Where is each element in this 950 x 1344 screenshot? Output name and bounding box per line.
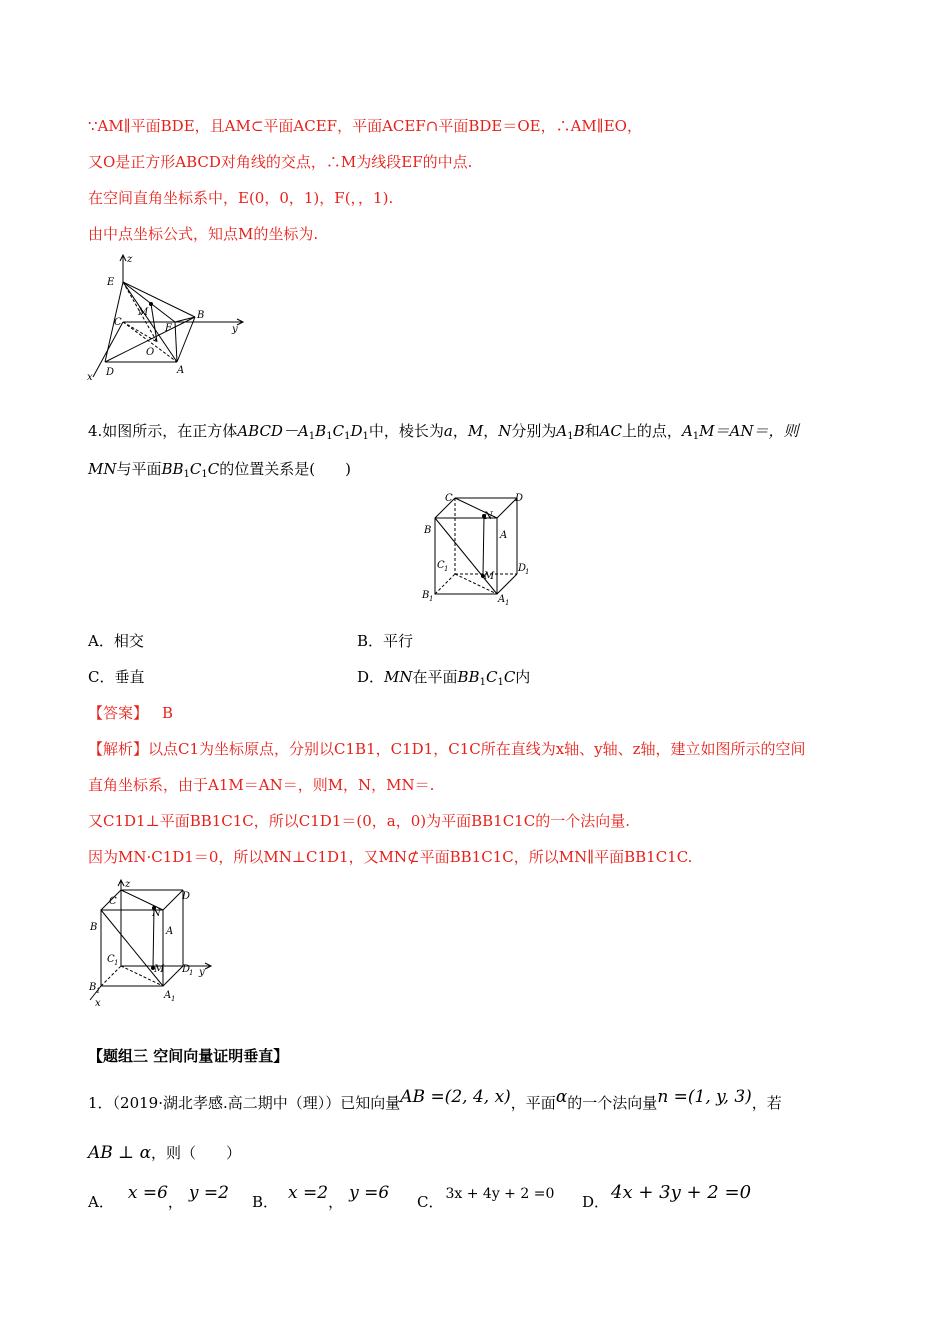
q4-analysis-line-3: 又C1D1⊥平面BB1C1C，所以C1D1＝(0，a，0)为平面BB1C1C的一个法向量.	[88, 812, 630, 830]
fig3-label-x: x	[95, 998, 101, 1009]
figure-pyramid	[85, 252, 255, 387]
q4-option-B[interactable]: B．平行	[357, 632, 414, 650]
fig1-label-E: E	[107, 277, 115, 288]
fig2-label-N: N	[484, 511, 493, 522]
q4-analysis-line-2: 直角坐标系，由于A1M＝AN＝，则M，N，MN＝.	[88, 776, 435, 794]
g3-option-B[interactable]: B． x =2， y =6	[252, 1183, 390, 1211]
fig3-label-C1: C	[107, 954, 115, 965]
fig2-label-A1: A	[498, 594, 506, 605]
fig1-label-M: M	[138, 307, 149, 318]
g3-q1-stem: 1．（2019·湖北孝感.高二期中（理））已知向量AB =(2, 4, x)，平面α的一个法向量n =(1, y, 3)，若	[88, 1087, 782, 1112]
svg-text:1: 1	[444, 565, 449, 573]
vector-AB: AB =(2, 4, x)	[400, 1087, 511, 1107]
fig1-label-z: z	[127, 254, 133, 265]
fig3-label-N: N	[152, 908, 161, 919]
g3-option-C[interactable]: C． 3x + 4y + 2 =0	[417, 1186, 555, 1211]
fig3-label-D1: D	[182, 964, 191, 975]
solution-line-3: 在空间直角坐标系中，E(0，0，1)，F(，，1).	[88, 189, 394, 207]
fig2-label-C1: C	[437, 560, 445, 571]
g3-q1-condition: AB ⊥ α，则（ ）	[88, 1143, 242, 1163]
figure-cube	[418, 488, 538, 606]
svg-text:1: 1	[429, 595, 434, 603]
fig1-label-F: F	[165, 323, 172, 334]
svg-text:1: 1	[96, 987, 101, 995]
fig1-label-D: D	[106, 367, 115, 378]
fig2-label-A: A	[500, 530, 508, 541]
svg-text:1: 1	[505, 599, 510, 606]
q4-stem-line-1: 4.如图所示，在正方体$ABCD-A_1B_1C_1D_1$中，棱长为a，M，N分别为$A_1B$和AC上的点，$A_1M=AN=$，则	[88, 422, 799, 442]
q4-stem-line-2: MN与平面$BB_1C_1C$的位置关系是( )	[88, 460, 351, 480]
fig3-label-M: M	[154, 964, 165, 975]
fig3-label-y: y	[199, 967, 205, 978]
fig2-label-M: M	[484, 571, 495, 582]
solution-line-2: 又O是正方形ABCD对角线的交点，∴M为线段EF的中点.	[88, 153, 473, 171]
svg-text:1: 1	[114, 959, 119, 967]
fig2-label-D1: D	[518, 563, 527, 574]
group3-title: 【题组三 空间向量证明垂直】	[88, 1047, 289, 1065]
figure-cube-axes	[86, 876, 216, 1016]
svg-text:1: 1	[525, 568, 530, 576]
fig1-label-x: x	[87, 372, 93, 383]
fig1-label-C: C	[114, 317, 122, 328]
q4-analysis-line-1: 【解析】以点C1为坐标原点，分别以C1B1，C1D1，C1C所在直线为x轴、y轴、z轴，建立如图所示的空间	[88, 740, 806, 758]
svg-text:1: 1	[189, 969, 194, 977]
q4-option-A[interactable]: A．相交	[88, 632, 144, 650]
fig2-label-B1: B	[422, 590, 430, 601]
q4-option-C[interactable]: C．垂直	[88, 668, 145, 686]
solution-line-4: 由中点坐标公式，知点M的坐标为.	[88, 225, 319, 243]
fig2-label-D: D	[515, 493, 524, 504]
fig3-label-B1: B	[89, 982, 97, 993]
g3-option-A[interactable]: A． x =6， y =2	[88, 1183, 229, 1211]
fig3-label-A: A	[166, 926, 174, 937]
fig3-label-z: z	[125, 879, 131, 890]
q4-answer: 【答案】 B	[88, 704, 174, 722]
g3-option-D[interactable]: D． 4x + 3y + 2 =0	[582, 1182, 752, 1211]
fig2-label-B: B	[424, 525, 432, 536]
vector-n: n =(1, y, 3)	[657, 1087, 752, 1107]
q4-analysis-line-4: 因为MN·C1D1＝0，所以MN⊥C1D1，又MN⊄平面BB1C1C，所以MN∥平面BB1C1C.	[88, 848, 693, 866]
fig2-label-C: C	[445, 493, 453, 504]
fig1-label-A: A	[177, 365, 185, 376]
fig1-label-y: y	[232, 324, 238, 335]
fig1-label-B: B	[197, 310, 205, 321]
q4-option-D[interactable]: D．MN在平面$BB_1C_1C$内	[357, 668, 531, 688]
fig3-label-D: D	[182, 891, 191, 902]
fig1-label-O: O	[146, 347, 155, 358]
fig3-label-A1: A	[164, 990, 172, 1001]
fig3-label-C: C	[109, 896, 117, 907]
fig3-label-B: B	[90, 922, 98, 933]
solution-line-1: ∵AM∥平面BDE，且AM⊂平面ACEF，平面ACEF∩平面BDE＝OE，∴AM∥EO，	[88, 117, 642, 135]
svg-text:1: 1	[171, 995, 176, 1003]
